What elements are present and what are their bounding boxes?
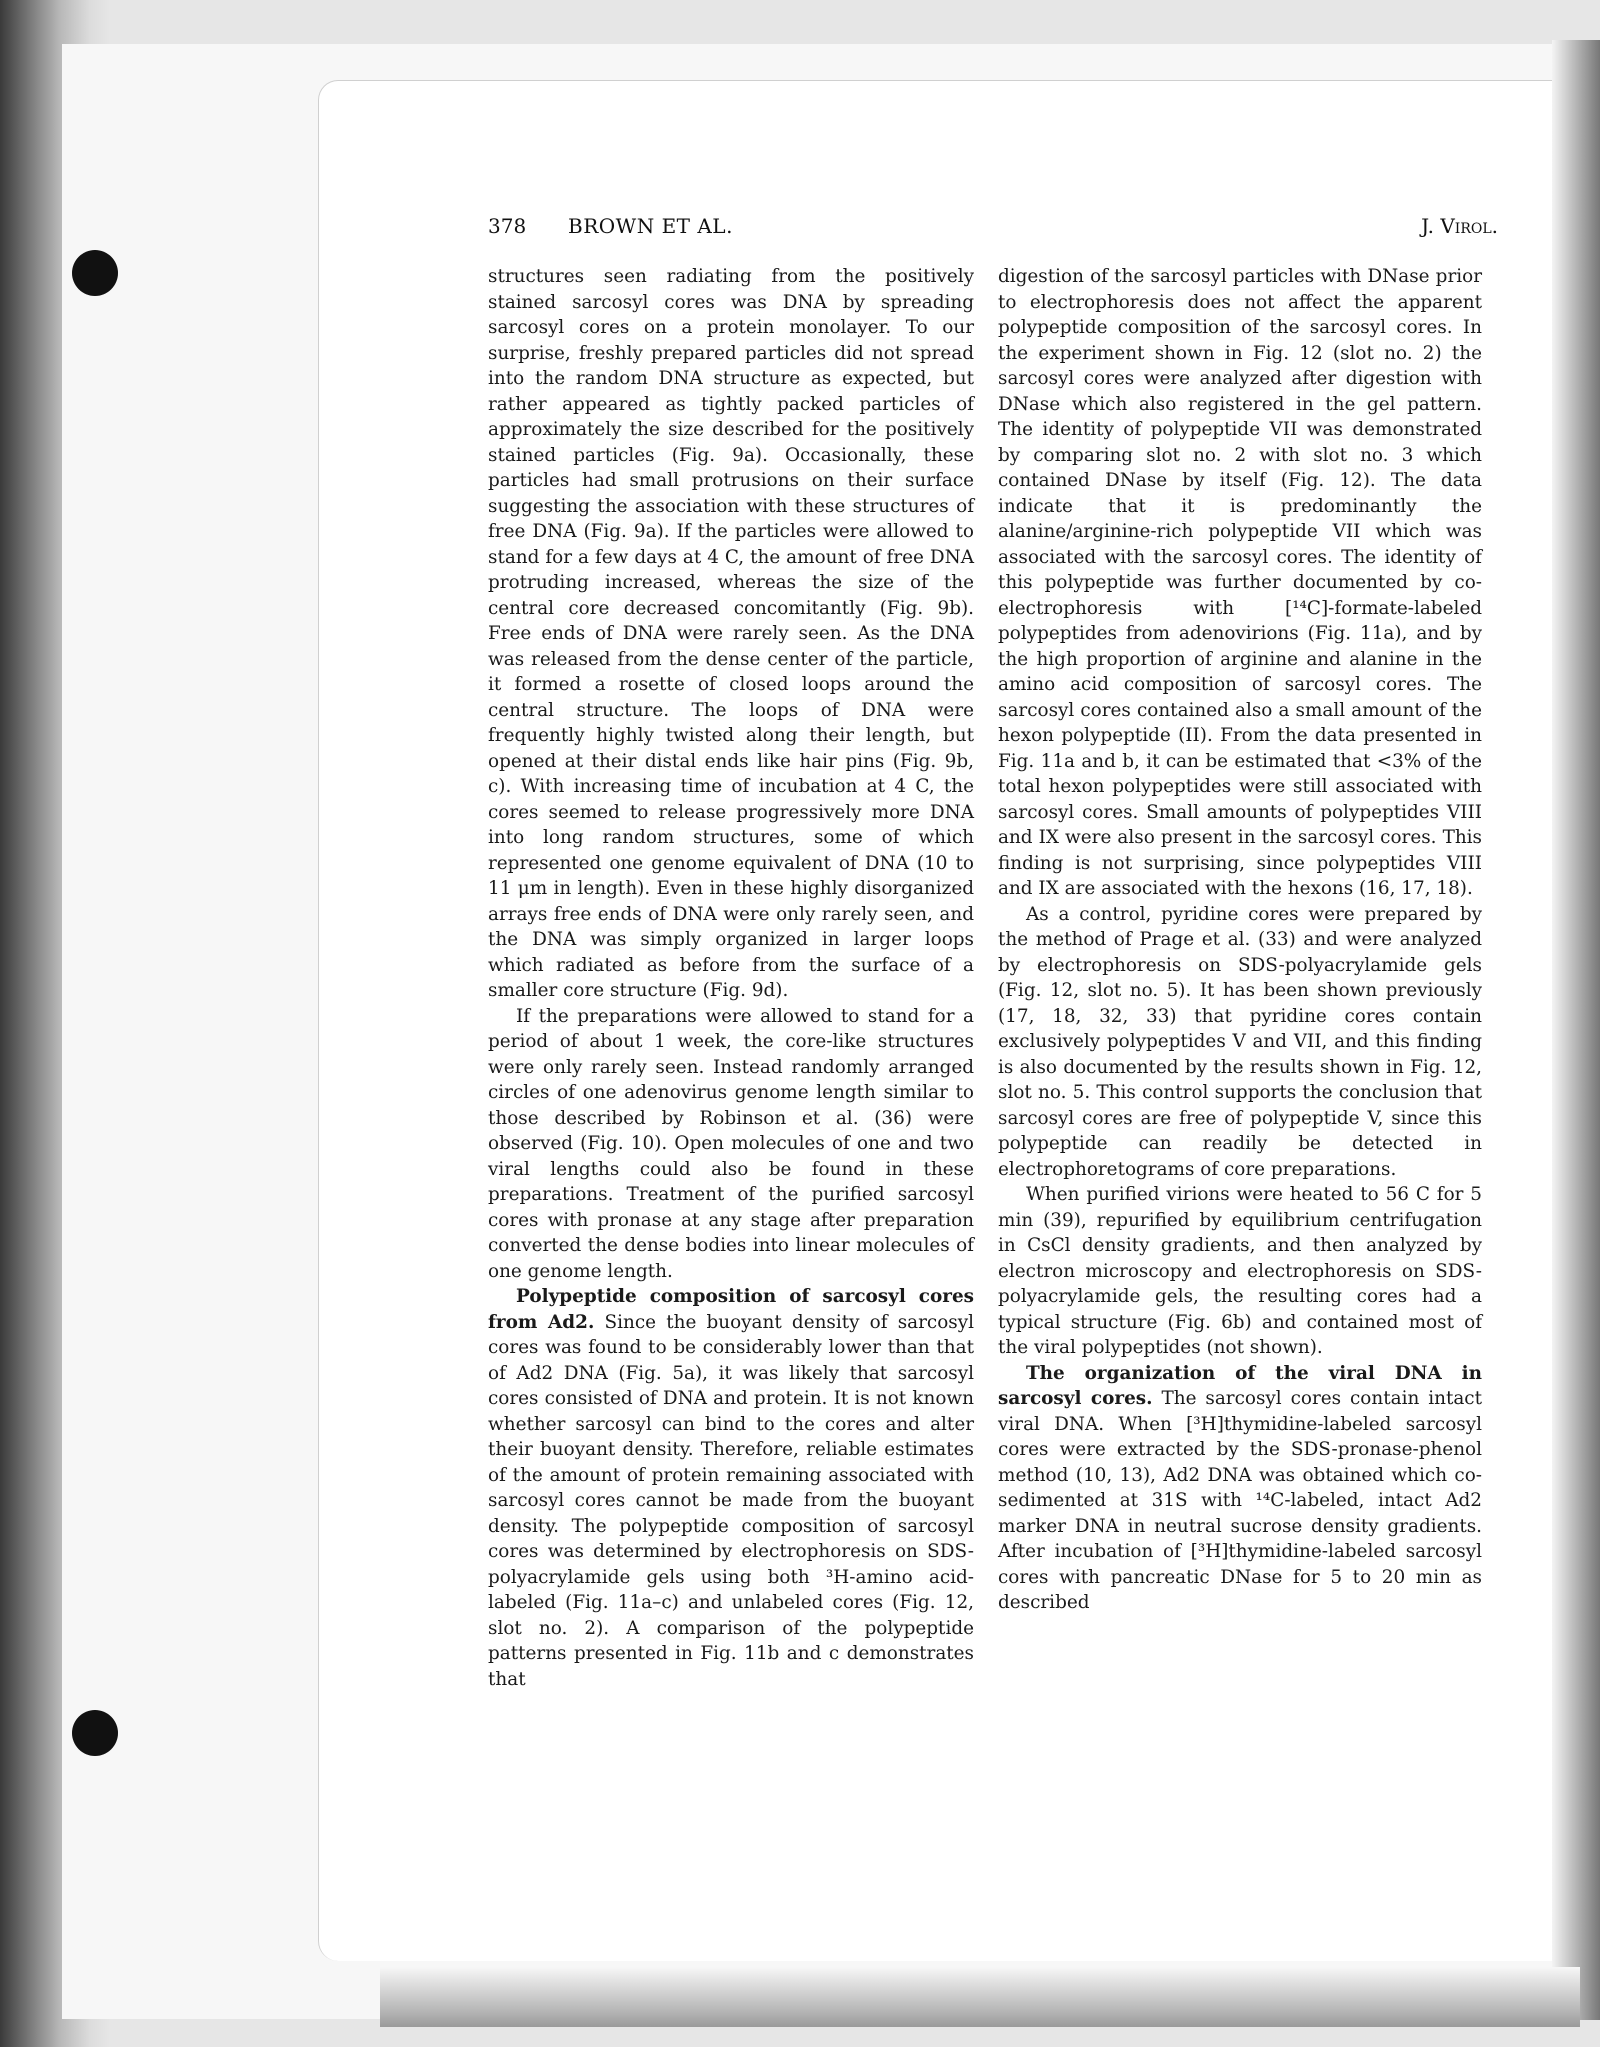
paragraph-text: structures seen radiating from the positively stained sarcosyl cores was DNA by spreading sarcosyl cores on a protein monolayer. To our surprise, freshly prepared particles did not spread into the random DNA structure as expected, but rather appeared as tightly packed particles of approximately the size described for the positively stained particles (Fig. 9a). Occasionally, these particles had small protrusions on their surface suggesting the association with these structures of free DNA (Fig. 9a). If the particles were allowed to stand for a few days at 4 C, the amount of free DNA protruding increased, whereas the size of the central core decreased concomitantly (Fig. 9b). Free ends of DNA were rarely seen. As the DNA was released from the dense center of the particle, it formed a rosette of closed loops around the central structure. The loops of DNA were frequently highly twisted along their length, but opened at their distal ends like hair pins (Fig. 9b, c). With increasing time of incubation at 4 C, the cores seemed to release progressively more DNA into long random structures, some of which represented one genome equivalent of DNA (10 to 11 μm in length). Even in these highly disorganized arrays free ends of DNA were only rarely seen, and the DNA was simply organized in larger loops which radiated as before from the surface of a smaller core structure (Fig. 9d). <box>488 266 974 1001</box>
section-heading: The organization of the viral DNA in sarcosyl cores. <box>998 1362 1482 1409</box>
paragraph <box>488 1284 974 1692</box>
paragraph-text: When purified virions were heated to 56 C for 5 min (39), repurified by equilibrium centrifugation in CsCl density gradients, and then analyzed by electron microscopy and electrophoresis on SDS-polyacrylamide gels, the resulting cores had a typical structure (Fig. 6b) and contained most of the viral polypeptides (not shown). <box>998 1184 1482 1358</box>
bottom-edge-shadow <box>380 1967 1580 2027</box>
paragraph <box>998 264 1482 902</box>
paragraph <box>488 264 974 1004</box>
running-authors: BROWN ET AL. <box>568 214 733 238</box>
right-edge-shadow <box>1552 40 1600 2020</box>
paragraph-text: If the preparations were allowed to stand for a period of about 1 week, the core-like structures were only rarely seen. Instead randomly arranged circles of one adenovirus genome length similar to those described by Robinson et al. (36) were observed (Fig. 10). Open molecules of one and two viral lengths could also be found in these preparations. Treatment of the purified sarcosyl cores with pronase at any stage after preparation converted the dense bodies into linear molecules of one genome length. <box>488 1005 974 1282</box>
paragraph-text: digestion of the sarcosyl particles with DNase prior to electrophoresis does not affect the apparent polypeptide composition of the sarcosyl cores. In the experiment shown in Fig. 12 (slot no. 2) the sarcosyl cores were analyzed after digestion with DNase which also registered in the gel pattern. The identity of polypeptide VII was demonstrated by comparing slot no. 2 with slot no. 3 which contained DNase by itself (Fig. 12). The data indicate that it is predominantly the alanine/arginine-rich polypeptide VII which was associated with the sarcosyl cores. The identity of this polypeptide was further documented by co-electrophoresis with [¹⁴C]-formate-labeled polypeptides from adenovirions (Fig. 11a), and by the high proportion of arginine and alanine in the amino acid composition of sarcosyl cores. The sarcosyl cores contained also a small amount of the hexon polypeptide (II). From the data presented in Fig. 11a and b, it can be estimated that <3% of the total hexon polypeptides were still associated with sarcosyl cores. Small amounts of polypeptides VIII and IX were also present in the sarcosyl cores. This finding is not surprising, since polypeptides VIII and IX are associated with the hexons (16, 17, 18). <box>998 266 1482 899</box>
paragraph <box>488 1004 974 1285</box>
paragraph <box>998 902 1482 1183</box>
journal-name: J. Virol. <box>1421 214 1498 238</box>
section-heading: Polypeptide composition of sarcosyl cores from Ad2. <box>488 1286 974 1333</box>
right-column <box>998 264 1482 1616</box>
running-header <box>488 214 1498 250</box>
paragraph <box>998 1182 1482 1361</box>
paragraph <box>998 1361 1482 1616</box>
paragraph-text: As a control, pyridine cores were prepared by the method of Prage et al. (33) and were analyzed by electrophoresis on SDS-polyacrylamide gels (Fig. 12, slot no. 5). It has been shown previously (17, 18, 32, 33) that pyridine cores contain exclusively polypeptides V and VII, and this finding is also documented by the results shown in Fig. 12, slot no. 5. This control supports the conclusion that sarcosyl cores are free of polypeptide V, since this polypeptide can readily be detected in electrophoretograms of core preparations. <box>998 903 1482 1180</box>
binder-hole-top <box>72 250 118 296</box>
left-column <box>488 264 974 1692</box>
paragraph-text: The sarcosyl cores contain intact viral DNA. When [³H]thymidine-labeled sarcosyl cores were extracted by the SDS-pronase-phenol method (10, 13), Ad2 DNA was obtained which co-sedimented at 31S with ¹⁴C-labeled, intact Ad2 marker DNA in neutral sucrose density gradients. After incubation of [³H]thymidine-labeled sarcosyl cores with pancreatic DNase for 5 to 20 min as described <box>998 1388 1482 1613</box>
paragraph-text: Since the buoyant density of sarcosyl cores was found to be considerably lower than that of Ad2 DNA (Fig. 5a), it was likely that sarcosyl cores consisted of DNA and protein. It is not known whether sarcosyl can bind to the cores and alter their buoyant density. Therefore, reliable estimates of the amount of protein remaining associated with sarcosyl cores cannot be made from the buoyant density. The polypeptide composition of sarcosyl cores was determined by electrophoresis on SDS-polyacrylamide gels using both ³H-amino acid-labeled (Fig. 11a–c) and unlabeled cores (Fig. 12, slot no. 2). A comparison of the polypeptide patterns presented in Fig. 11b and c demonstrates that <box>488 1311 974 1690</box>
binder-hole-bottom <box>72 1710 118 1756</box>
page-number: 378 <box>488 214 527 238</box>
